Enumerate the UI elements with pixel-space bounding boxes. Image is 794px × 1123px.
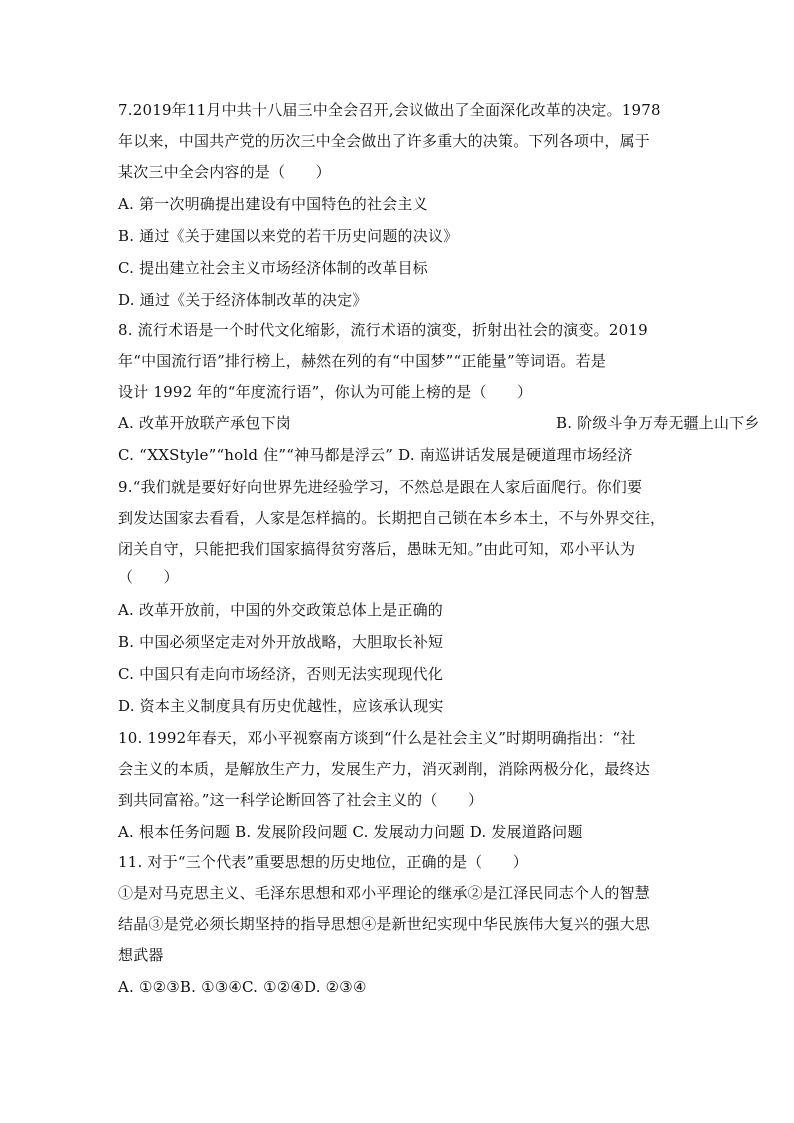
question-10-text-line-3: 到共同富裕。”这一科学论断回答了社会主义的（ ） xyxy=(118,791,484,809)
question-8-options-row-2 xyxy=(118,445,678,465)
question-9-option-b: B. 中国必须坚定走对外开放战略，大胆取长补短 xyxy=(118,633,444,651)
question-8-option-c: C. “XXStyle”“hold 住”“神马都是浮云” xyxy=(118,446,394,464)
question-8-option-b: B. 阶级斗争万寿无疆上山下乡 xyxy=(556,414,760,432)
question-11-text-line-1: 11. 对于“三个代表”重要思想的历史地位，正确的是（ ） xyxy=(118,853,528,871)
question-9-option-c: C. 中国只有走向市场经济，否则无法实现现代化 xyxy=(118,665,444,683)
question-9-text-line-1: 9.“我们就是要好好向世界先进经验学习，不然总是跟在人家后面爬行。你们要 xyxy=(118,478,643,496)
question-7-option-d: D. 通过《关于经济体制改革的决定》 xyxy=(118,291,368,309)
question-11-text-line-3: 结晶③是党必须长期坚持的指导思想④是新世纪实现中华民族伟大复兴的强大思 xyxy=(118,915,651,933)
question-7-text-line-3: 某次三中全会内容的是（ ） xyxy=(118,163,331,181)
question-11-options: A. ①②③B. ①③④C. ①②④D. ②③④ xyxy=(118,978,367,996)
question-8-text-line-3: 设计 1992 年的“年度流行语”，你认为可能上榜的是（ ） xyxy=(118,383,533,401)
question-7-option-b: B. 通过《关于建国以来党的若干历史问题的决议》 xyxy=(118,227,459,245)
question-7-option-c: C. 提出建立社会主义市场经济体制的改革目标 xyxy=(118,259,428,277)
question-9-text-line-2: 到发达国家去看看，人家是怎样搞的。长期把自己锁在本乡本土，不与外界交往， xyxy=(118,509,666,527)
question-8-options-row-1 xyxy=(118,413,760,433)
question-9-option-d: D. 资本主义制度具有历史优越性，应该承认现实 xyxy=(118,697,444,715)
question-10-text-line-1: 10. 1992年春天，邓小平视察南方谈到“什么是社会主义”时期明确指出：“社 xyxy=(118,729,636,747)
question-9-text-line-4: （ ） xyxy=(118,568,179,586)
question-9-option-a: A. 改革开放前，中国的外交政策总体上是正确的 xyxy=(118,601,443,619)
question-9-text-line-3: 闭关自守，只能把我们国家搞得贫穷落后，愚昧无知。”由此可知，邓小平认为 xyxy=(118,540,636,558)
question-8-text-line-2: 年“中国流行语”排行榜上，赫然在列的有“中国梦”“正能量”等词语。若是 xyxy=(118,352,607,370)
question-8-text-line-1: 8. 流行术语是一个时代文化缩影，流行术语的演变，折射出社会的演变。2019 xyxy=(118,321,648,339)
question-7-text-line-1: 7.2019年11月中共十八届三中全会召开,会议做出了全面深化改革的决定。1978 xyxy=(118,101,661,119)
question-8-option-d: D. 南巡讲话发展是硬道理市场经济 xyxy=(398,446,633,464)
question-8-option-a: A. 改革开放联产承包下岗 xyxy=(118,414,291,432)
question-11-text-line-4: 想武器 xyxy=(118,946,164,964)
question-10-text-line-2: 会主义的本质，是解放生产力，发展生产力，消灭剥削，消除两极分化，最终达 xyxy=(118,760,651,778)
question-11-text-line-2: ①是对马克思主义、毛泽东思想和邓小平理论的继承②是江泽民同志个人的智慧 xyxy=(118,884,651,902)
question-7-text-line-2: 年以来，中国共产党的历次三中全会做出了许多重大的决策。下列各项中，属于 xyxy=(118,132,651,150)
question-10-options: A. 根本任务问题 B. 发展阶段问题 C. 发展动力问题 D. 发展道路问题 xyxy=(118,823,583,841)
question-7-option-a: A. 第一次明确提出建设有中国特色的社会主义 xyxy=(118,195,428,213)
